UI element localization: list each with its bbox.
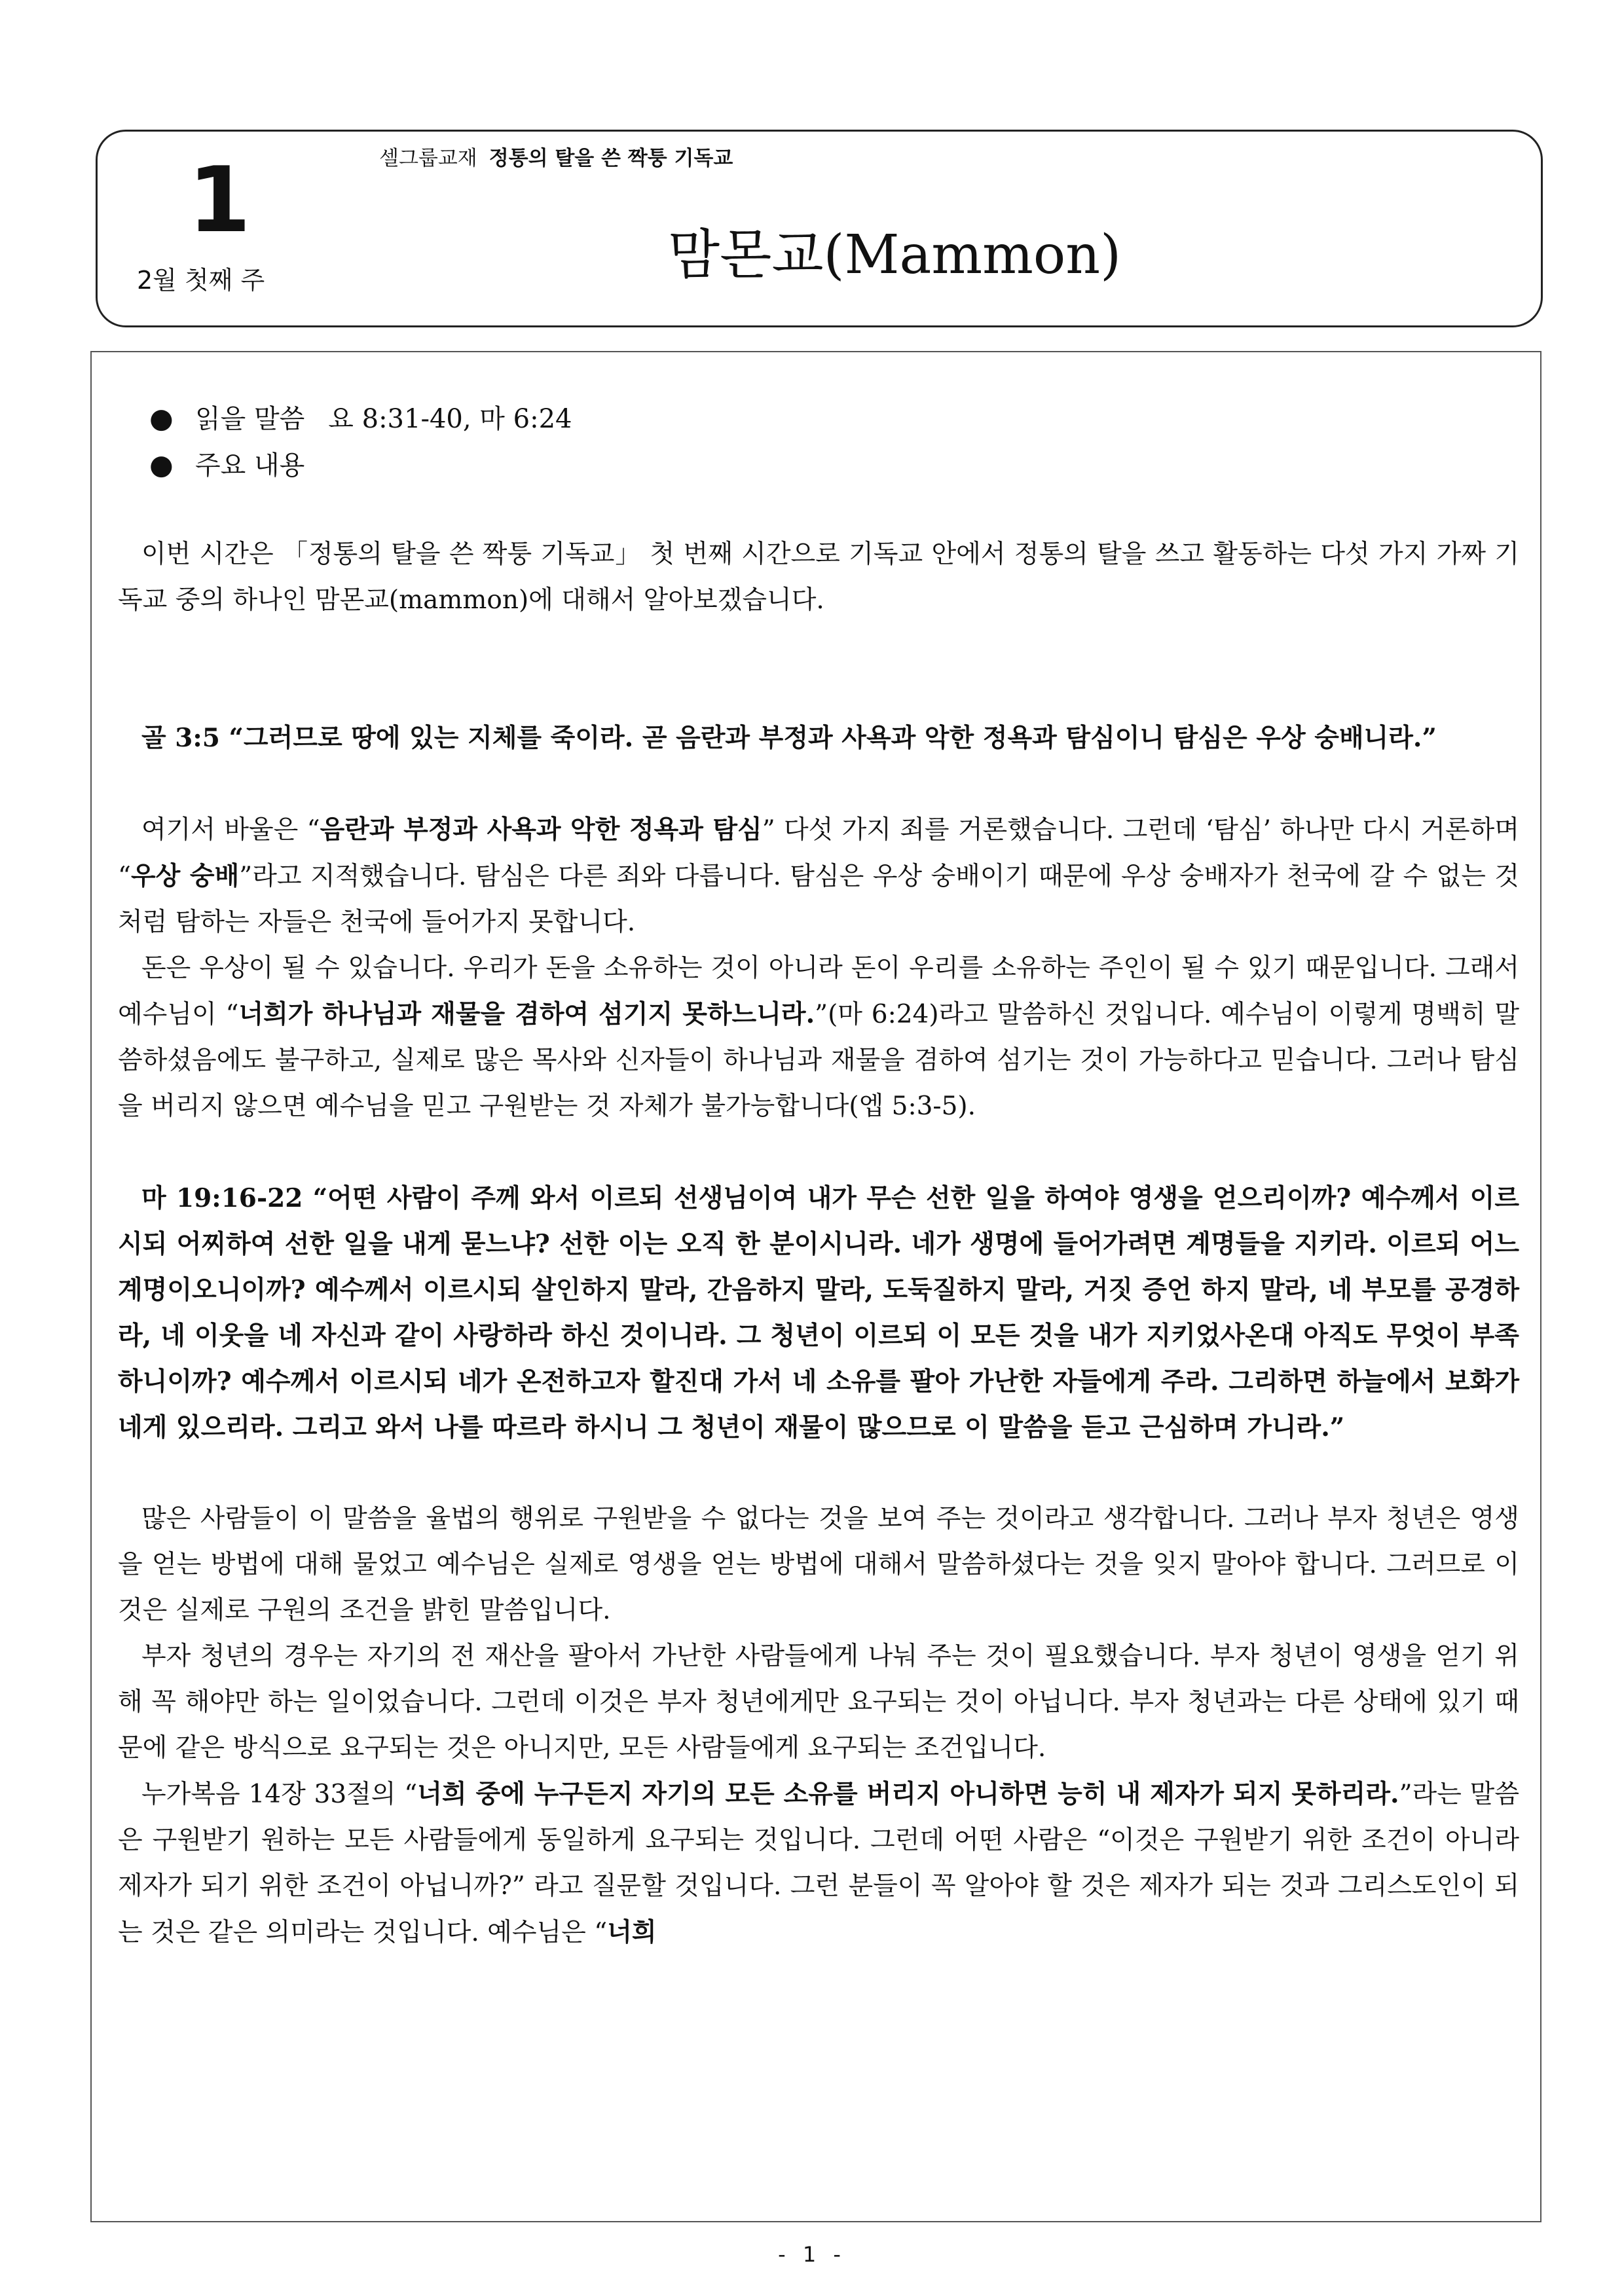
lesson-week: 2월 첫째 주 xyxy=(137,266,265,295)
verse-colossians: 골 3:5 “그러므로 땅에 있는 지체를 죽이라. 곧 음란과 부정과 사욕과 악한 정욕과 탐심이니 탐심은 우상 숭배니라.” xyxy=(141,723,1437,753)
reading-label: 읽을 말씀 xyxy=(195,404,305,434)
paragraph-sell-possessions: 부자 청년의 경우는 자기의 전 재산을 팔아서 가난한 사람들에게 나눠 주는 것이 필요했습니다. 부자 청년이 영생을 얻기 위해 꼭 해야만 하는 일이었습니다. 그런데 이것은 부자 청년에게만 요구되는 것이 아닙니다. 부자 청년과는 다른 상태에 있기 때문에 같은 방식으로 요구되는 것은 아니지만, 모든 사람들에게 요구되는 조건입니다. xyxy=(118,1642,1519,1763)
lesson-header-box xyxy=(96,130,1543,327)
content-label: 주요 내용 xyxy=(195,450,305,481)
series-name: 정통의 탈을 쓴 짝퉁 기독교 xyxy=(489,147,733,170)
paragraph-discipleship: 누가복음 14장 33절의 “너희 중에 누구든지 자기의 모든 소유를 버리지 아니하면 능히 내 제자가 되지 못하리라.”라는 말씀은 구원받기 원하는 모든 사람들에게 동일하게 요구되는 것입니다. 그런데 어떤 사람은 “이것은 구원받기 위한 조건이 아니라 제자가 되기 위한 조건이 아닙니까?” 라고 질문할 것입니다. 그런 분들이 꼭 알아야 할 것은 제자가 되는 것과 그리스도인이 되는 것은 같은 의미라는 것입니다. 예수님은 “너희 xyxy=(118,1779,1519,1947)
paragraph-greed: 여기서 바울은 “음란과 부정과 사욕과 악한 정욕과 탐심” 다섯 가지 죄를 거론했습니다. 그런데 ‘탐심’ 하나만 다시 거론하며 “우상 숭배”라고 지적했습니다. 탐심은 다른 죄와 다릅니다. 탐심은 우상 숭배이기 때문에 우상 숭배자가 천국에 갈 수 없는 것처럼 탐하는 자들은 천국에 들어가지 못합니다. xyxy=(118,815,1519,937)
bullet-dot-icon: ● xyxy=(149,449,174,481)
series-heading xyxy=(379,149,733,169)
intro-paragraph: 이번 시간은 「정통의 탈을 쓴 짝퉁 기독교」 첫 번째 시간으로 기독교 안에서 정통의 탈을 쓰고 활동하는 다섯 가지 가짜 기독교 중의 하나인 맘몬교(mammon)에 대해서 알아보겠습니다. xyxy=(118,540,1519,615)
reading-line xyxy=(149,395,1519,442)
content-body xyxy=(118,395,1519,1956)
paragraph-rich-young-man: 많은 사람들이 이 말씀을 율법의 행위로 구원받을 수 없다는 것을 보여 주는 것이라고 생각합니다. 그러나 부자 청년은 영생을 얻는 방법에 대해 물었고 예수님은 실제로 영생을 얻는 방법에 대해서 말씀하셨다는 것을 잊지 말아야 합니다. 그러므로 이것은 실제로 구원의 조건을 밝힌 말씀입니다. xyxy=(118,1504,1519,1625)
reading-reference: 요 8:31-40, 마 6:24 xyxy=(328,404,572,434)
verse-matthew: 마 19:16-22 “어떤 사람이 주께 와서 이르되 선생님이여 내가 무슨 선한 일을 하여야 영생을 얻으리이까? 예수께서 이르시되 어찌하여 선한 일을 내게 묻느냐? 선한 이는 오직 한 분이시니라. 네가 생명에 들어가려면 계명들을 지키라. 이르되 어느 계명이오니이까? 예수께서 이르시되 살인하지 말라, 간음하지 말라, 도둑질하지 말라, 거짓 증언 하지 말라, 네 부모를 공경하라, 네 이웃을 네 자신과 같이 사랑하라 하신 것이니라. 그 청년이 이르되 이 모든 것을 내가 지키었사온대 아직도 무엇이 부족하니이까? 예수께서 이르시되 네가 온전하고자 할진대 가서 네 소유를 팔아 가난한 자들에게 주라. 그리하면 하늘에서 보화가 네게 있으리라. 그리고 와서 나를 따르라 하시니 그 청년이 재물이 많으므로 이 말씀을 듣고 근심하며 가니라.” xyxy=(118,1183,1519,1442)
series-label: 셀그룹교재 xyxy=(379,147,477,170)
bullet-dot-icon: ● xyxy=(149,402,174,434)
content-line xyxy=(149,442,1519,488)
content-box xyxy=(90,351,1541,2222)
paragraph-money-idol: 돈은 우상이 될 수 있습니다. 우리가 돈을 소유하는 것이 아니라 돈이 우리를 소유하는 주인이 될 수 있기 때문입니다. 그래서 예수님이 “너희가 하나님과 재물을 겸하여 섬기지 못하느니라.”(마 6:24)라고 말씀하신 것입니다. 예수님이 이렇게 명백히 말씀하셨음에도 불구하고, 실제로 많은 목사와 신자들이 하나님과 재물을 겸하여 섬기는 것이 가능하다고 믿습니다. 그러나 탐심을 버리지 않으면 예수님을 믿고 구원받는 것 자체가 불가능합니다(엡 5:3-5). xyxy=(118,953,1520,1121)
page-number: - 1 - xyxy=(778,2242,846,2267)
page-title: 맘몬교(Mammon) xyxy=(667,224,1122,286)
lesson-number: 1 xyxy=(188,147,251,253)
